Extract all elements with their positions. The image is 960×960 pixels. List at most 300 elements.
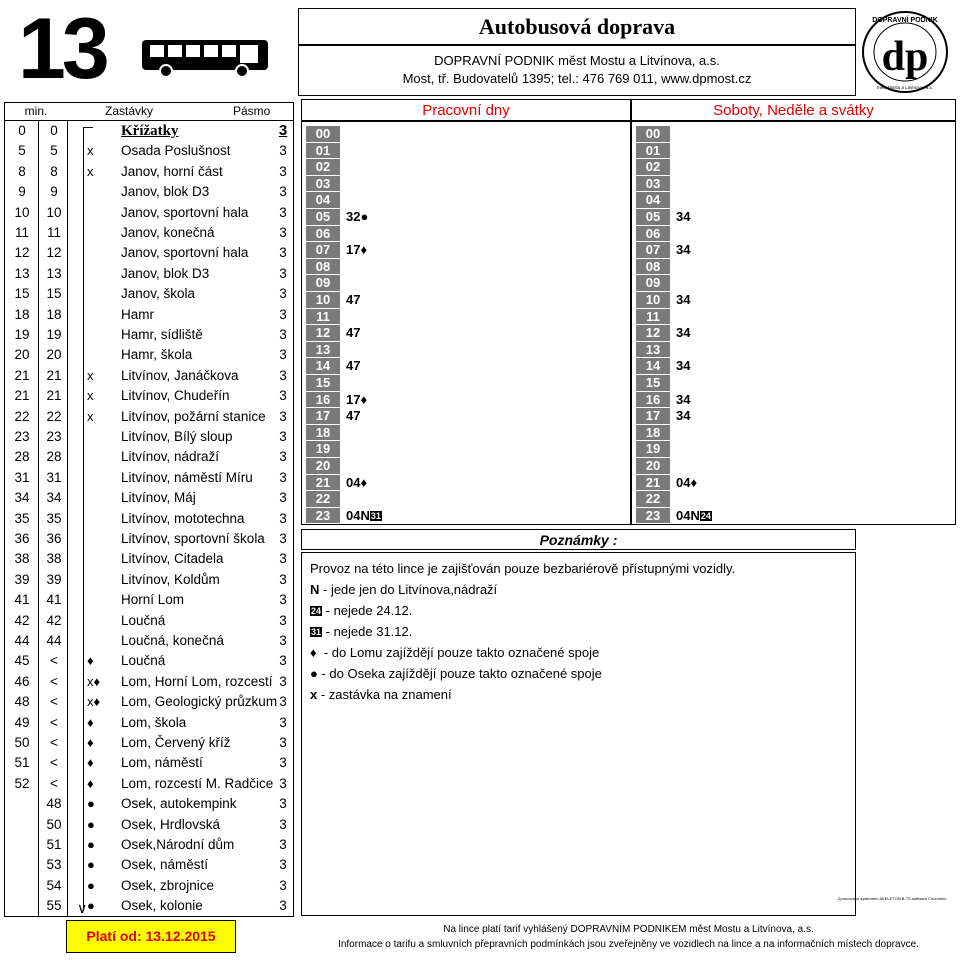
minutes-cell — [676, 408, 690, 424]
hour-cell: 14 — [636, 358, 670, 374]
minutes-text: 17♦ — [346, 242, 368, 258]
stop-row — [5, 345, 295, 365]
hour-row — [306, 309, 626, 326]
stop-mark-icon: ● — [87, 796, 95, 812]
stop-zone: 3 — [279, 531, 287, 546]
stop-minute-a: 38 — [14, 551, 30, 567]
hour-cell: 17 — [306, 408, 340, 424]
stop-minute-a: 41 — [14, 592, 30, 608]
hour-row — [636, 259, 951, 276]
stop-name: Litvínov, Koldům — [121, 571, 220, 587]
stop-minute-a: 45 — [14, 653, 30, 669]
stop-minute-b: 31 — [46, 469, 62, 485]
stop-minute-a: 0 — [18, 123, 26, 138]
hour-cell: 08 — [636, 259, 670, 275]
stop-row — [5, 488, 295, 508]
hour-cell: 06 — [306, 226, 340, 242]
note-item — [310, 561, 735, 577]
stop-name: Janov, blok D3 — [121, 184, 210, 200]
stop-minute-a: 49 — [14, 714, 30, 730]
hour-cell: 22 — [306, 491, 340, 507]
hour-row — [636, 508, 951, 525]
stop-minute-b: 11 — [46, 225, 61, 240]
hour-cell: 20 — [306, 458, 340, 474]
stop-minute-a: 46 — [14, 673, 30, 689]
hour-row — [306, 143, 626, 160]
stop-name: Litvínov, Janáčkova — [121, 367, 239, 383]
stop-name: Litvínov, Citadela — [121, 551, 224, 567]
weekday-title: Pracovní dny — [301, 99, 631, 121]
hour-cell: 13 — [306, 342, 340, 358]
logo-letters: dp — [881, 34, 929, 80]
minutes-text: 04N — [346, 507, 370, 523]
minutes-text: 34 — [676, 242, 691, 258]
stop-row — [5, 182, 295, 202]
stop-name: Hamr, sídliště — [121, 327, 203, 342]
stop-minute-b: 50 — [46, 816, 62, 832]
minutes-cell — [676, 508, 712, 524]
minutes-text: 34 — [676, 325, 691, 341]
stop-minute-b: 55 — [46, 898, 62, 914]
company-title: Autobusová doprava — [298, 8, 856, 45]
stop-name: Janov, konečná — [121, 225, 215, 240]
minutes-text: 04N — [676, 507, 700, 523]
stop-zone: 3 — [279, 225, 287, 240]
stop-name: Osek,Národní dům — [121, 837, 235, 852]
stop-name: Janov, blok D3 — [121, 265, 210, 281]
hour-row — [636, 441, 951, 458]
hour-cell: 00 — [636, 126, 670, 142]
stop-name: Osada Poslušnost — [121, 143, 231, 159]
stop-row — [5, 876, 295, 896]
stop-minute-a: 10 — [14, 204, 30, 220]
stop-zone: 3 — [279, 408, 287, 424]
stop-name: Osek, autokempink — [121, 796, 237, 812]
stop-mark-icon: ♦ — [87, 775, 94, 791]
stop-row — [5, 896, 295, 916]
hour-cell: 11 — [306, 309, 340, 325]
stop-name: Hamr, škola — [121, 347, 193, 363]
stop-minute-b: 44 — [46, 633, 62, 648]
stop-name: Lom, škola — [121, 714, 187, 730]
stops-table — [4, 102, 294, 917]
stop-name: Lom, Geologický průzkum — [121, 694, 278, 710]
hour-cell: 18 — [636, 425, 670, 441]
hour-row — [306, 242, 626, 259]
stop-zone: 3 — [279, 877, 287, 893]
hour-cell: 06 — [636, 226, 670, 242]
stop-name: Hamr — [121, 306, 154, 322]
hour-row — [636, 358, 951, 375]
note-item — [310, 666, 602, 682]
stop-minute-b: 41 — [46, 592, 62, 608]
hour-cell: 21 — [306, 475, 340, 491]
hour-row — [636, 226, 951, 243]
note-mark-icon: ● — [310, 666, 318, 681]
note-text: Provoz na této lince je zajišťován pouze bezbariérově přístupnými vozidly. — [310, 561, 736, 576]
stop-minute-a: 15 — [14, 286, 30, 302]
dp-logo — [860, 10, 950, 95]
hour-row — [636, 192, 951, 209]
note-item — [310, 582, 497, 598]
stop-mark-icon: ● — [87, 837, 95, 852]
minutes-cell — [346, 358, 360, 374]
stop-name: Litvínov, Chudeřín — [121, 388, 230, 404]
hour-row — [306, 408, 626, 425]
stop-name: Loučná — [121, 653, 166, 669]
stop-minute-a: 8 — [18, 163, 26, 179]
hour-row — [636, 342, 951, 359]
minutes-text: 47 — [346, 408, 361, 424]
hour-cell: 04 — [306, 192, 340, 208]
stop-zone: 3 — [278, 122, 288, 139]
operator-block — [298, 45, 856, 96]
stop-mark-icon: x — [87, 408, 94, 424]
hour-cell: 19 — [306, 441, 340, 457]
hour-cell: 04 — [636, 192, 670, 208]
hour-row — [306, 126, 626, 143]
stop-minute-b: 0 — [50, 123, 58, 138]
hour-row — [306, 325, 626, 342]
hour-cell: 02 — [306, 159, 340, 175]
stop-zone: 3 — [279, 837, 287, 852]
stop-minute-b: < — [50, 694, 58, 710]
stop-minute-a: 22 — [14, 408, 30, 424]
stops-header-zone: Pásmo — [233, 104, 271, 118]
stop-minute-a: 11 — [14, 225, 29, 240]
stop-name: Horní Lom — [121, 592, 185, 608]
hour-cell: 20 — [636, 458, 670, 474]
footer-tariff: Na lince platí tarif vyhlášený DOPRAVNÍM PODNIKEM měst Mostu a Litvínova, a.s. — [443, 924, 814, 935]
stop-zone: 3 — [279, 551, 287, 567]
note-item — [310, 687, 452, 703]
hour-row — [636, 458, 951, 475]
stop-minute-a: 12 — [14, 245, 30, 261]
stop-row — [5, 774, 295, 794]
stop-zone: 3 — [279, 245, 287, 261]
stop-minute-b: 51 — [46, 837, 62, 852]
minutes-text: 34 — [676, 358, 691, 374]
stop-minute-b: 10 — [46, 204, 62, 220]
date-tag-icon: 31 — [370, 510, 381, 521]
stop-row — [5, 713, 295, 733]
hour-cell: 05 — [636, 209, 670, 225]
hour-row — [636, 491, 951, 508]
hour-cell: 03 — [636, 176, 670, 192]
stop-row — [5, 570, 295, 590]
stop-zone: 3 — [279, 816, 287, 832]
stop-name: Lom, Červený kříž — [121, 735, 231, 750]
minutes-cell — [676, 209, 690, 225]
notes-title: Poznámky : — [301, 529, 856, 550]
stop-zone: 3 — [279, 714, 287, 730]
hour-row — [636, 309, 951, 326]
stop-minute-b: 38 — [46, 551, 62, 567]
minutes-text: 34 — [676, 391, 691, 407]
stop-row — [5, 611, 295, 631]
note-item — [310, 645, 599, 661]
hour-cell: 15 — [306, 375, 340, 391]
note-item — [310, 603, 412, 619]
stop-zone: 3 — [279, 429, 287, 444]
hour-cell: 09 — [636, 275, 670, 291]
stop-minute-b: < — [50, 673, 58, 689]
hour-row — [306, 458, 626, 475]
weekend-title: Soboty, Neděle a svátky — [631, 99, 956, 121]
stop-minute-b: 23 — [46, 429, 62, 444]
minutes-text: 47 — [346, 358, 361, 374]
hour-row — [636, 292, 951, 309]
stop-minute-b: 9 — [50, 184, 58, 200]
stop-row — [5, 753, 295, 773]
stop-minute-a: 5 — [18, 143, 26, 159]
stop-minute-a: 20 — [14, 347, 30, 363]
note-mark-icon: N — [310, 582, 320, 597]
minutes-text: 47 — [346, 292, 361, 307]
minutes-cell — [346, 209, 368, 225]
stop-zone: 3 — [279, 571, 287, 587]
stop-name: Osek, náměstí — [121, 857, 209, 873]
note-item — [310, 624, 412, 640]
note-text: - nejede 24.12. — [322, 603, 413, 618]
stop-minute-a: 48 — [14, 694, 30, 710]
hour-cell: 09 — [306, 275, 340, 291]
stop-minute-b: 15 — [46, 286, 62, 302]
route-end-arrow-icon: ∨ — [77, 900, 88, 916]
hour-row — [306, 192, 626, 209]
hour-row — [306, 259, 626, 276]
stop-zone: 3 — [279, 775, 287, 791]
stop-zone: 3 — [279, 755, 287, 771]
stop-minute-b: < — [50, 714, 58, 730]
stop-zone: 3 — [279, 367, 287, 383]
hour-cell: 22 — [636, 491, 670, 507]
hour-cell: 12 — [636, 325, 670, 341]
stop-mark-icon: ♦ — [87, 735, 94, 750]
hour-row — [636, 143, 951, 160]
minutes-cell — [346, 392, 367, 408]
stop-row — [5, 590, 295, 610]
software-credit: Zpracováno systémem AKELETON B-TS software Chomutov — [838, 896, 947, 901]
stop-mark-icon: x — [87, 388, 94, 404]
weekend-timetable — [631, 121, 956, 525]
stop-row — [5, 305, 295, 325]
hour-row — [306, 375, 626, 392]
stop-row — [5, 264, 295, 284]
hour-row — [306, 508, 626, 525]
stop-minute-b: 21 — [46, 388, 62, 404]
hour-cell: 05 — [306, 209, 340, 225]
stop-minute-b: 28 — [46, 449, 62, 465]
minutes-cell — [346, 325, 360, 341]
hour-cell: 18 — [306, 425, 340, 441]
stop-zone: 3 — [279, 673, 287, 689]
stop-name: Křížatky — [121, 123, 179, 139]
stop-minute-b: < — [50, 653, 58, 669]
minutes-cell — [346, 508, 382, 524]
footer-conditions: Informace o tarifu a smluvních přepravních podmínkách jsou zveřejněny ve vozidlech na lince a na informačních místech dopravce. — [338, 939, 919, 950]
stop-zone: 3 — [279, 694, 287, 710]
hour-row — [306, 475, 626, 492]
line-number: 13 — [18, 1, 106, 97]
stop-minute-a: 35 — [14, 510, 30, 526]
stop-name: Janov, škola — [121, 286, 196, 302]
stop-minute-b: < — [50, 755, 58, 771]
stop-zone: 3 — [279, 327, 287, 342]
stop-minute-b: 54 — [46, 877, 62, 893]
date-tag-icon: 24 — [700, 510, 711, 521]
stop-zone: 3 — [279, 857, 287, 873]
valid-from: Platí od: 13.12.2015 — [66, 920, 236, 953]
stop-minute-a: 36 — [14, 531, 30, 546]
hour-row — [636, 242, 951, 259]
note-text: - do Lomu zajíždějí pouze takto označené spoje — [316, 645, 600, 660]
hour-cell: 07 — [306, 242, 340, 258]
stop-minute-a: 28 — [14, 449, 30, 465]
hour-cell: 23 — [306, 508, 340, 524]
stop-row — [5, 794, 295, 814]
stop-zone: 3 — [279, 306, 287, 322]
stop-row — [5, 692, 295, 712]
stop-row — [5, 162, 295, 182]
stop-name: Loučná — [121, 612, 166, 628]
hour-cell: 15 — [636, 375, 670, 391]
minutes-cell — [676, 475, 697, 491]
stop-minute-b: 53 — [46, 857, 62, 873]
note-mark-icon: x — [310, 687, 318, 702]
stop-mark-icon: ● — [87, 877, 95, 893]
stop-zone: 3 — [279, 510, 287, 526]
stop-zone: 3 — [279, 796, 287, 812]
minutes-cell — [676, 392, 690, 408]
minutes-text: 47 — [346, 325, 361, 341]
stop-name: Osek, kolonie — [121, 898, 203, 914]
stop-minute-b: 5 — [50, 143, 58, 159]
stop-minute-a: 34 — [14, 490, 30, 506]
stop-zone: 3 — [279, 347, 287, 363]
stop-minute-a: 9 — [18, 184, 26, 200]
hour-row — [306, 209, 626, 226]
stop-name: Litvínov, Bílý sloup — [121, 429, 233, 444]
stop-name: Janov, sportovní hala — [121, 245, 249, 261]
stops-header-min: min. — [24, 104, 48, 118]
hour-row — [636, 375, 951, 392]
stop-minute-a: 19 — [14, 327, 30, 342]
stop-zone: 3 — [279, 612, 287, 628]
stop-minute-a: 13 — [14, 265, 30, 281]
stop-name: Litvínov, náměstí Míru — [121, 469, 253, 485]
hour-row — [306, 292, 626, 309]
hour-row — [306, 226, 626, 243]
hour-row — [636, 408, 951, 425]
hour-row — [306, 425, 626, 442]
stop-zone: 3 — [279, 388, 287, 404]
stop-name: Loučná, konečná — [121, 633, 224, 648]
stop-minute-b: 34 — [46, 490, 62, 506]
minutes-cell — [346, 242, 367, 258]
stop-minute-a: 52 — [14, 775, 30, 791]
operator-name: DOPRAVNÍ PODNIK měst Mostu a Litvínova, a.s. — [434, 53, 720, 68]
stop-minute-b: 48 — [46, 796, 62, 812]
stop-mark-icon: x — [87, 367, 94, 383]
stop-name: Lom, rozcestí M. Radčice — [121, 775, 274, 791]
stop-row — [5, 141, 295, 161]
stop-name: Osek, Hrdlovská — [121, 816, 221, 832]
stop-row — [5, 855, 295, 875]
hour-row — [636, 475, 951, 492]
hour-row — [636, 209, 951, 226]
stop-name: Litvínov, mototechna — [121, 510, 245, 526]
hour-cell: 10 — [306, 292, 340, 308]
stop-zone: 3 — [279, 184, 287, 200]
hour-cell: 16 — [306, 392, 340, 408]
stop-minute-b: 20 — [46, 347, 62, 363]
stop-minute-a: 51 — [14, 755, 30, 771]
stop-minute-b: 8 — [50, 163, 58, 179]
stop-minute-a: 31 — [14, 469, 30, 485]
stop-row — [5, 835, 295, 855]
stop-name: Lom, Horní Lom, rozcestí — [121, 673, 273, 689]
stop-row — [5, 325, 295, 345]
hour-cell: 07 — [636, 242, 670, 258]
hour-row — [636, 126, 951, 143]
stop-name: Litvínov, požární stanice — [121, 408, 266, 424]
hour-cell: 02 — [636, 159, 670, 175]
hour-cell: 16 — [636, 392, 670, 408]
minutes-cell — [346, 408, 360, 424]
stop-minute-b: 42 — [46, 612, 62, 628]
stop-mark-icon: ♦ — [87, 755, 94, 771]
stop-minute-b: < — [50, 735, 58, 750]
hour-cell: 00 — [306, 126, 340, 142]
stop-mark-icon: ♦ — [87, 714, 94, 730]
minutes-text: 17♦ — [346, 391, 368, 407]
stops-header — [5, 103, 293, 121]
hour-row — [306, 176, 626, 193]
stop-minute-b: 39 — [46, 571, 62, 587]
stop-row — [5, 529, 295, 549]
stop-name: Litvínov, sportovní škola — [121, 531, 265, 546]
stop-mark-icon: ● — [87, 898, 95, 914]
stop-minute-b: 36 — [46, 531, 62, 546]
hour-cell: 08 — [306, 259, 340, 275]
stop-row — [5, 427, 295, 447]
stop-minute-a: 18 — [14, 306, 30, 322]
stop-mark-icon: x♦ — [87, 673, 101, 689]
stop-zone: 3 — [279, 163, 287, 179]
stop-minute-b: 21 — [46, 367, 62, 383]
stop-name: Litvínov, nádraží — [121, 449, 220, 465]
minutes-cell — [676, 325, 690, 341]
stop-name: Litvínov, Máj — [121, 490, 196, 506]
stop-row — [5, 121, 295, 141]
stop-zone: 3 — [279, 898, 287, 914]
hour-row — [636, 176, 951, 193]
stop-mark-icon: x — [87, 163, 94, 179]
hour-row — [306, 275, 626, 292]
hour-row — [306, 491, 626, 508]
stop-row — [5, 468, 295, 488]
hour-row — [636, 275, 951, 292]
stop-mark-icon: ● — [87, 857, 95, 873]
hour-cell: 13 — [636, 342, 670, 358]
minutes-text: 34 — [676, 292, 691, 307]
stop-minute-a: 42 — [14, 612, 30, 628]
stop-zone: 3 — [279, 143, 287, 159]
stop-minute-b: < — [50, 775, 58, 791]
minutes-text: 34 — [676, 209, 691, 224]
hour-row — [636, 159, 951, 176]
